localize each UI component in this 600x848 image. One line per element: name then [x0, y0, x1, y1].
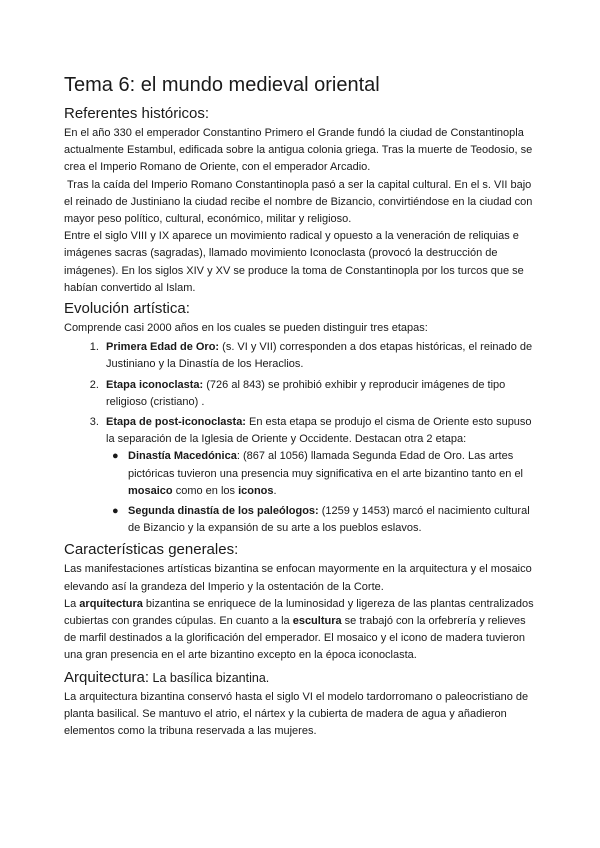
bold-term: iconos	[238, 484, 274, 497]
item-text: (726 al 843) se prohibió exhibir y reproducir imágenes de tipo religioso (cristiano) .	[106, 378, 506, 408]
item-text: : (867 al 1056) llamada Segunda Edad de Oro. Las artes pictóricas tuvieron una presencia muy significativa en el arte bizantino tanto en el	[128, 450, 524, 480]
text-run: bizantina se enriquece de la luminosidad y ligereza de las plantas centralizados cubiertas con grandes cúpulas. En cuanto a la	[64, 597, 534, 628]
list-item	[102, 377, 538, 411]
item-text: (1259 y 1453) marcó el nacimiento cultural de Bizancio y la expansión de su arte a los pueblos eslavos.	[128, 505, 530, 535]
bold-term: escultura	[292, 615, 342, 628]
item-label: Segunda dinastía de los paleólogos:	[128, 505, 319, 518]
paragraph: Tras la caída del Imperio Romano Constantinopla pasó a ser la capital cultural. En el s. VII bajo el reinado de Justiniano la ciudad recibe el nombre de Bizancio, convirtiéndose en la ciudad con mayor peso político, cultural, económico, militar y religioso.	[64, 178, 533, 226]
item-label: Dinastía Macedónica	[128, 450, 237, 463]
stages-list	[64, 339, 538, 537]
paragraph	[64, 596, 538, 665]
paragraph: Las manifestaciones artísticas bizantina se enfocan mayormente en la arquitectura y el mosaico elevando así la grandeza del Imperio y la ostentación de la Corte.	[64, 563, 532, 593]
page-title: Tema 6: el mundo medieval oriental	[64, 74, 380, 96]
section-heading-evolucion: Evolución artística:	[64, 300, 190, 318]
item-text: En esta etapa se produjo el cisma de Oriente esto supuso la separación de la Iglesia de Oriente y Occidente. Destacan otra 2 etapa:	[106, 416, 532, 446]
bold-term: mosaico	[128, 484, 173, 497]
bullet-icon: ●	[112, 505, 119, 518]
bullet-icon: ●	[112, 450, 119, 463]
item-label: Etapa iconoclasta:	[106, 378, 204, 391]
list-item	[102, 339, 538, 373]
item-text: como en los	[172, 484, 239, 497]
section-heading-caracteristicas: Características generales:	[64, 541, 239, 559]
item-label: Primera Edad de Oro:	[106, 341, 220, 354]
heading-subtitle: La basílica bizantina.	[149, 670, 270, 685]
paragraph: Entre el siglo VIII y IX aparece un movimiento radical y opuesto a la veneración de reliquias e imágenes sacras (sagradas), llamado movimiento Iconoclasta (provocó la destrucción de imágenes). En los siglos XIV y XV se produce la toma de Constantinopla por los turcos que se habían convertido al Islam.	[64, 230, 524, 294]
section-heading-referentes: Referentes históricos:	[64, 105, 210, 122]
text-run: se trabajó con la orfebrería y relieves de marfil destinados a la glorificación del emperador. El mosaico y el icono de madera tuvieron una gran presencia en el arte bizantino excepto en la época iconoclasta.	[64, 615, 526, 662]
paragraph: La arquitectura bizantina conservó hasta el siglo VI el modelo tardorromano o paleocristiano de planta basilical. Se mantuvo el atrio, el nártex y la cubierta de madera de agua y añadieron elementos como la tribuna reservada a las mujeres.	[64, 690, 529, 738]
paragraph: Comprende casi 2000 años en los cuales se pueden distinguir tres etapas:	[64, 322, 428, 335]
item-text: .	[273, 484, 277, 497]
heading-text: Arquitectura:	[64, 668, 150, 686]
section-heading-arquitectura	[64, 668, 538, 688]
text-run: La	[64, 597, 80, 610]
item-label: Etapa de post-iconoclasta:	[106, 416, 246, 429]
paragraph: En el año 330 el emperador Constantino Primero el Grande fundó la ciudad de Constantinopla actualmente Estambul, edificada sobre la antigua colonia griega. Tras la muerte de Teodosio, se crea el Imperio Romano de Oriente, con el emperador Arcadio.	[64, 127, 533, 174]
sub-list-item	[112, 448, 538, 500]
item-text: (s. VI y VII) corresponden a dos etapas históricas, el reinado de Justiniano y la Dinastía de los Heraclios.	[106, 341, 533, 371]
bold-term: arquitectura	[79, 597, 143, 610]
sub-list	[106, 448, 538, 537]
sub-list-item	[112, 503, 538, 537]
list-item	[102, 414, 538, 537]
